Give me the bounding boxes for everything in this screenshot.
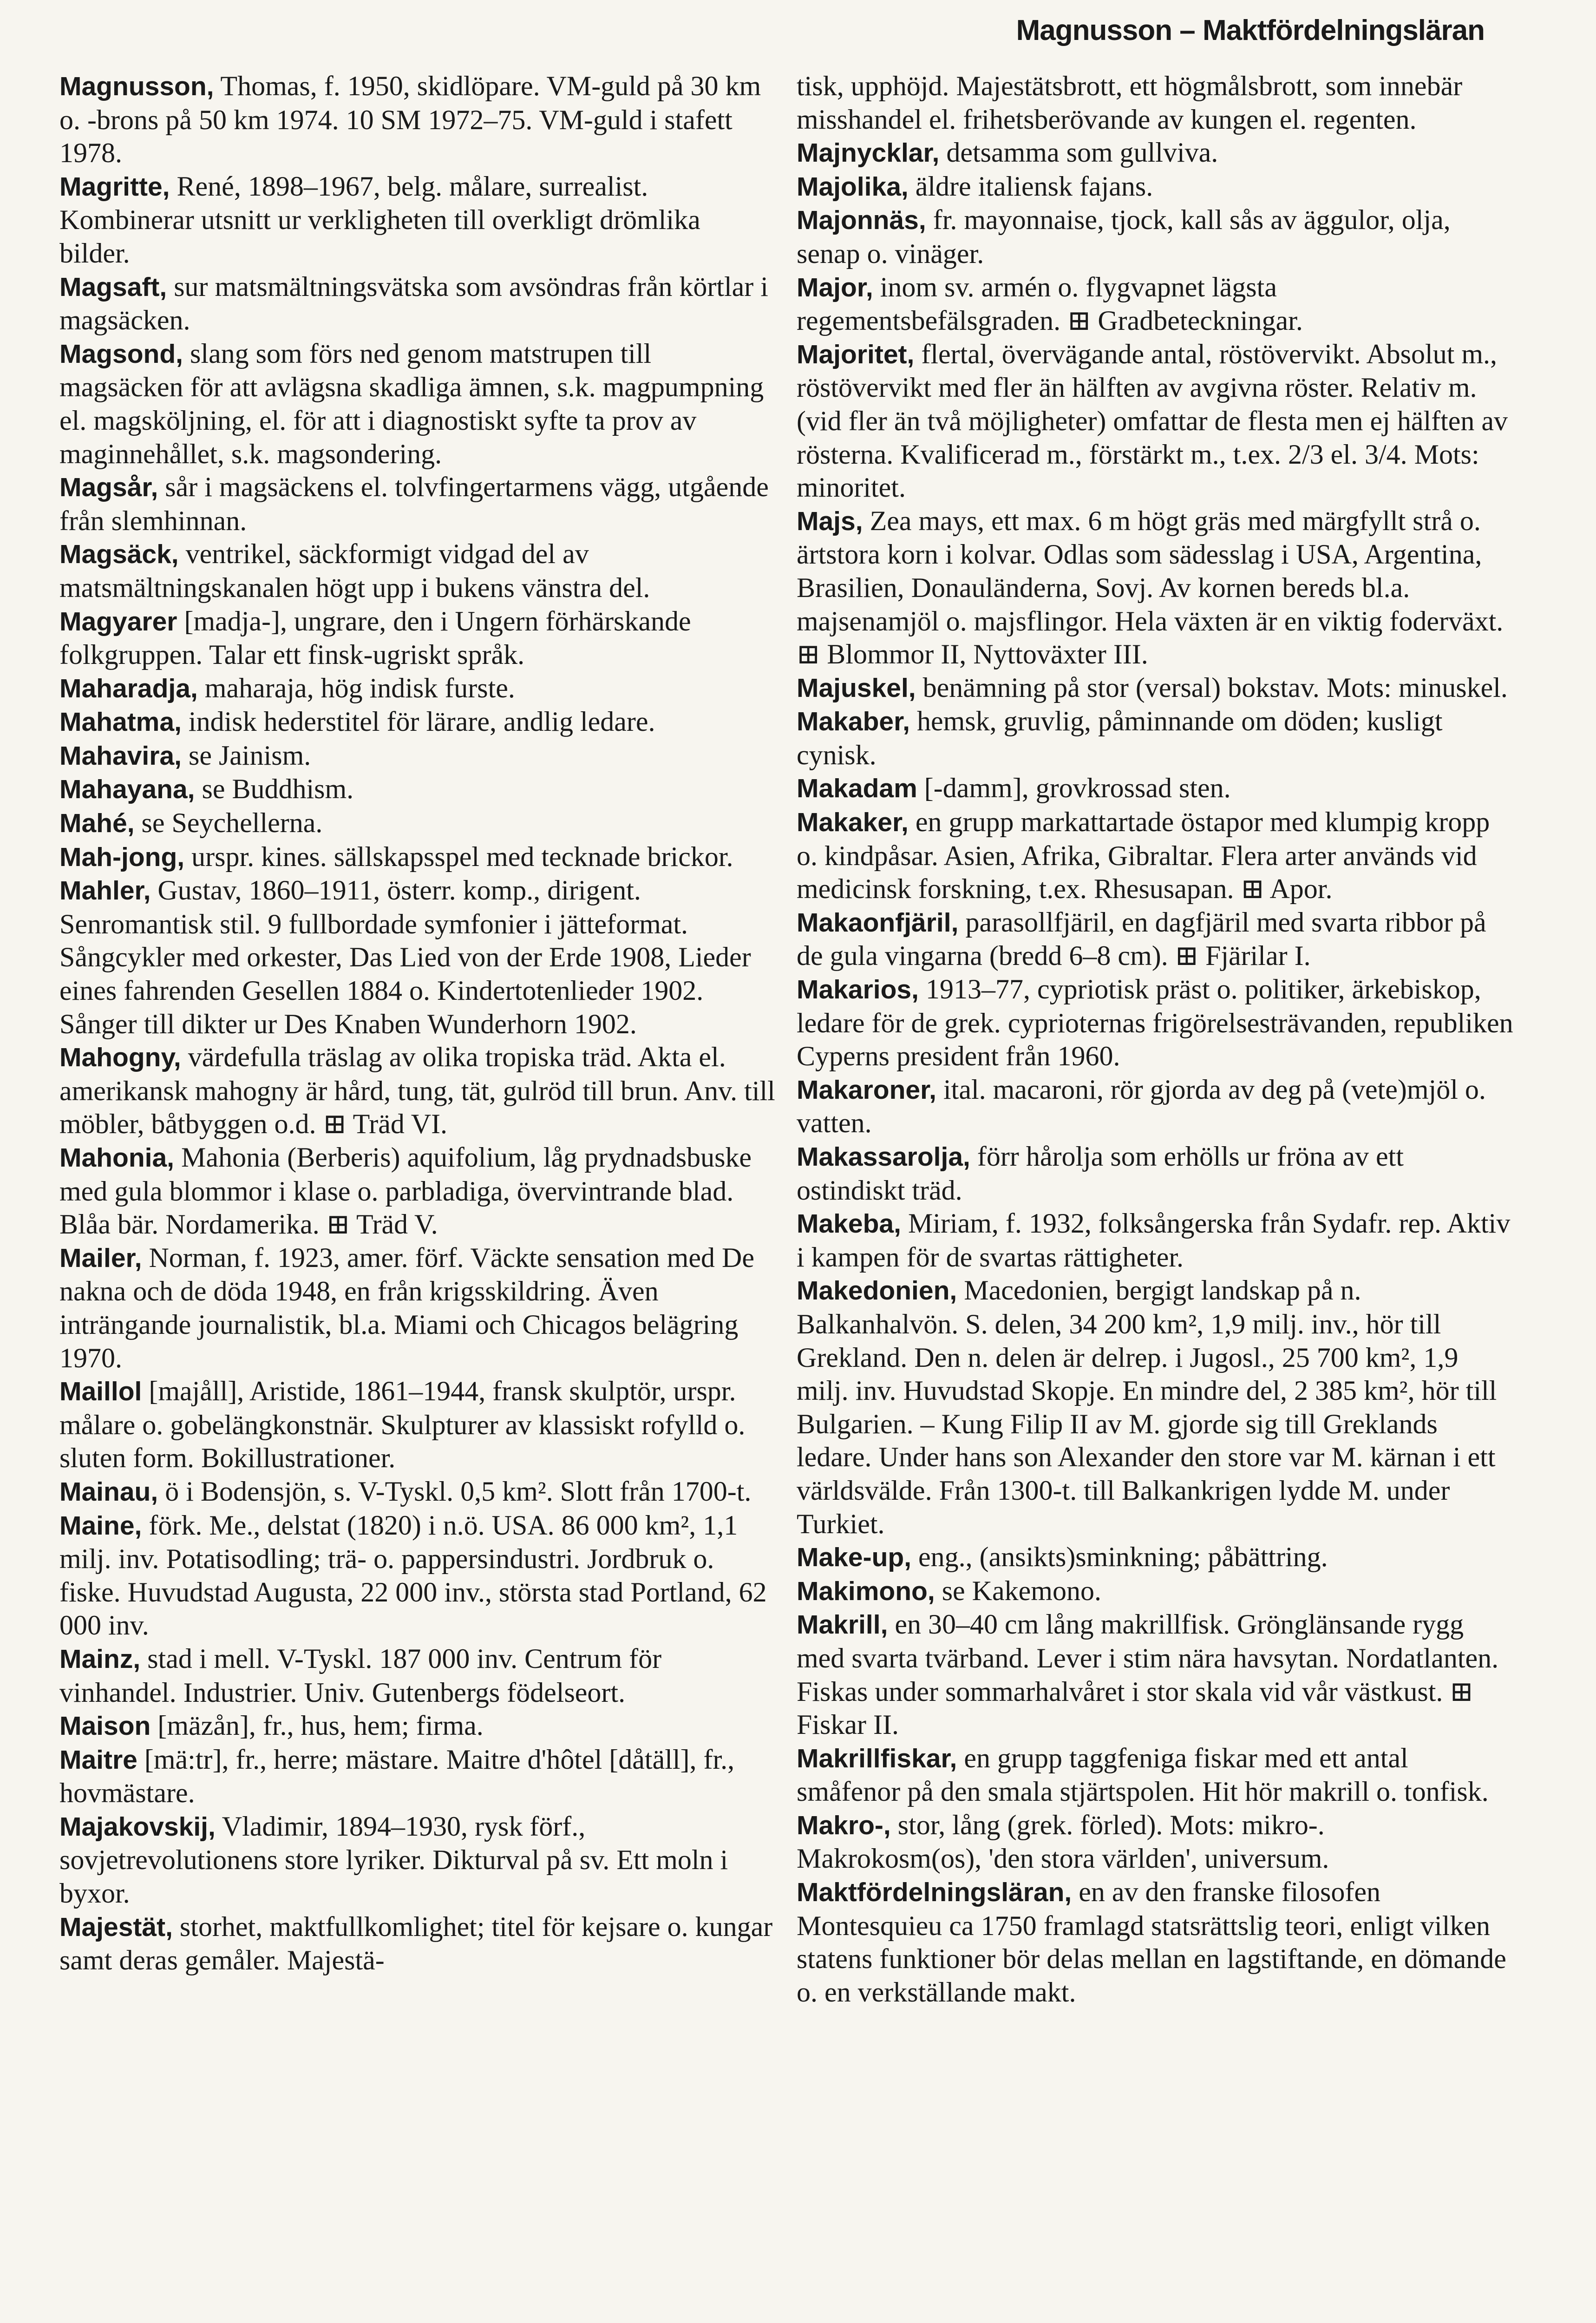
entry-definition: Norman, f. 1923, amer. förf. Väckte sensation med De nakna och de döda 1948, en från krigsskildring. Även inträngande journalistik, bl.a. Miami och Chicagos belägring 1970. <box>59 1242 754 1373</box>
entry <box>59 605 777 672</box>
entry-definition: maharaja, hög indisk furste. <box>197 672 515 703</box>
entry <box>59 1709 777 1743</box>
entry-definition: se Seychellerna. <box>134 807 323 839</box>
entry <box>797 1876 1514 2009</box>
entry-headword: Maharadja, <box>59 673 198 703</box>
entry-headword: Makarios, <box>797 975 919 1005</box>
entry-definition: benämning på stor (versal) bokstav. Mots: minuskel. <box>916 672 1508 703</box>
entry-definition: en grupp markattartade östapor med klumpig kropp o. kindpåsar. Asien, Afrika, Gibraltar. Flera arter används vid medicinsk forskning, t.ex. Rhesusapan. ⊞ Apor. <box>797 807 1490 905</box>
entry-headword: Major, <box>797 272 873 302</box>
entry-definition: fr. mayonnaise, tjock, kall sås av äggulor, olja, senap o. vinäger. <box>797 204 1451 269</box>
entry-headword: Mahayana, <box>59 774 195 805</box>
entry-definition: äldre italiensk fajans. <box>908 171 1153 202</box>
entry-headword: Mainau, <box>59 1476 158 1507</box>
entry-definition: stor, lång (grek. förled). Mots: mikro-. Makrokosm(os), 'den stora världen', universum. <box>797 1809 1329 1874</box>
entry-definition: förr hårolja som erhölls ur fröna av ett ostindiskt träd. <box>797 1141 1404 1206</box>
entry-definition: René, 1898–1967, belg. målare, surrealist. Kombinerar utsnitt ur verkligheten till overkligt drömlika bilder. <box>59 171 700 269</box>
entry-headword: Magyarer <box>59 606 177 637</box>
left-column <box>59 70 777 1977</box>
entry-definition: [mäzån], fr., hus, hem; firma. <box>150 1710 484 1741</box>
entry-headword: Magsaft, <box>59 272 167 302</box>
entry <box>59 672 777 706</box>
entry <box>797 203 1514 270</box>
entry <box>59 739 777 773</box>
entry <box>797 973 1514 1073</box>
entry-definition: urspr. kines. sällskapsspel med tecknade brickor. <box>184 841 733 872</box>
entry <box>59 270 777 337</box>
entry-definition: tisk, upphöjd. Majestätsbrott, ett högmålsbrott, som innebär misshandel el. frihetsberövande av kungen el. regenten. <box>797 71 1463 135</box>
entry <box>797 136 1514 170</box>
entry-definition: sår i magsäckens el. tolvfingertarmens vägg, utgående från slemhinnan. <box>59 472 769 536</box>
entry-definition: Gustav, 1860–1911, österr. komp., dirigent. Senromantisk stil. 9 fullbordade symfonier i jätteformat. Sångcykler med orkester, Das Lied von der Erde 1908, Lieder eines fahrenden Gesellen 1884 o. Kindertotenlieder 1902. Sånger till dikter ur Des Knaben Wunderhorn 1902. <box>59 875 751 1039</box>
entry-headword: Majuskel, <box>797 673 916 703</box>
entry-definition: stad i mell. V-Tyskl. 187 000 inv. Centrum för vinhandel. Industrier. Univ. Gutenbergs födelseort. <box>59 1643 662 1708</box>
entry-definition: se Jainism. <box>181 740 311 771</box>
entry <box>797 271 1514 338</box>
entry-headword: Majonnäs, <box>797 205 926 236</box>
entry <box>797 1809 1514 1876</box>
entry-headword: Mahatma, <box>59 707 182 737</box>
entry <box>59 840 777 874</box>
entry-definition: ventrikel, säckformigt vidgad del av matsmältningskanalen högt upp i bukens vänstra del. <box>59 538 650 603</box>
entry-definition: storhet, maktfullkomlighet; titel för kejsare o. kungar samt deras gemåler. Majestä- <box>59 1911 773 1976</box>
entry-headword: Magnusson, <box>59 72 214 101</box>
entry <box>59 1375 777 1475</box>
entry <box>797 1541 1514 1575</box>
entry <box>59 1910 777 1977</box>
entry <box>797 772 1514 806</box>
entry <box>59 70 777 170</box>
entry-headword: Makro-, <box>797 1810 891 1840</box>
entry <box>59 471 777 538</box>
entry-headword: Maison <box>59 1711 151 1741</box>
entry <box>59 1642 777 1709</box>
entry <box>797 806 1514 906</box>
entry <box>59 1141 777 1241</box>
entry <box>797 1575 1514 1608</box>
entry-definition: värdefulla träslag av olika tropiska träd. Akta el. amerikansk mahogny är hård, tung, tät, gulröd till brun. Anv. till möbler, båtbyggen o.d. ⊞ Träd VI. <box>59 1042 775 1140</box>
entry <box>797 1140 1514 1207</box>
entry-headword: Maine, <box>59 1510 142 1541</box>
entry-headword: Majolika, <box>797 171 909 202</box>
entry-headword: Majakovskij, <box>59 1811 216 1842</box>
entry-definition: Miriam, f. 1932, folksångerska från Sydafr. rep. Aktiv i kampen för de svartas rättigheter. <box>797 1208 1511 1273</box>
entry-headword: Makrill, <box>797 1610 888 1640</box>
entry <box>59 1241 777 1375</box>
entry <box>797 1073 1514 1140</box>
entry-headword: Makaonfjäril, <box>797 907 959 938</box>
entry-definition: en grupp taggfeniga fiskar med ett antal småfenor på den smala stjärtspolen. Hit hör makrill o. tonfisk. <box>797 1742 1489 1807</box>
entry <box>59 874 777 1041</box>
entry <box>59 1041 777 1141</box>
entry <box>797 70 1514 136</box>
entry-definition: sur matsmältningsvätska som avsöndras från körtlar i magsäcken. <box>59 271 768 336</box>
entry <box>797 1207 1514 1274</box>
entry-headword: Mahogny, <box>59 1043 181 1073</box>
entry-headword: Makassarolja, <box>797 1142 970 1172</box>
entry-definition: [madja-], ungrare, den i Ungern förhärskande folkgruppen. Talar ett finsk-ugriskt språk. <box>59 605 691 670</box>
entry-headword: Makimono, <box>797 1576 935 1606</box>
entry <box>797 505 1514 671</box>
entry-headword: Maktfördelningsläran, <box>797 1877 1072 1908</box>
entry-headword: Makrillfiskar, <box>797 1743 957 1773</box>
entry <box>59 1743 777 1810</box>
entry-definition: hemsk, gruvlig, påminnande om döden; kusligt cynisk. <box>797 706 1443 770</box>
entry-definition: ital. macaroni, rör gjorda av deg på (vete)mjöl o. vatten. <box>797 1074 1486 1139</box>
entry-headword: Mainz, <box>59 1644 141 1674</box>
entry <box>59 773 777 807</box>
entry-headword: Makedonien, <box>797 1276 957 1306</box>
entry-headword: Majestät, <box>59 1912 173 1942</box>
entry-definition: flertal, övervägande antal, röstövervikt. Absolut m., röstövervikt med fler än hälften av avgivna röster. Relativ m. (vid fler än två möjligheter) omfattar de flesta men ej hälften av rösterna. Kvalificerad m., förstärkt m., t.ex. 2/3 el. 3/4. Mots: minoritet. <box>797 338 1508 503</box>
entry-definition: inom sv. armén o. flygvapnet lägsta regementsbefälsgraden. ⊞ Gradbeteckningar. <box>797 271 1303 336</box>
entry-headword: Mahonia, <box>59 1143 175 1173</box>
entry-definition: indisk hederstitel för lärare, andlig ledare. <box>181 706 655 737</box>
entry <box>59 807 777 840</box>
entry-headword: Makaker, <box>797 807 909 838</box>
entry-definition: ö i Bodensjön, s. V-Tyskl. 0,5 km². Slott från 1700-t. <box>158 1476 752 1507</box>
entry-headword: Makaroner, <box>797 1075 936 1105</box>
entry-definition: se Buddhism. <box>195 774 354 805</box>
entry-definition: Vladimir, 1894–1930, rysk förf., sovjetrevolutionens store lyriker. Dikturval på sv. Ett moln i byxor. <box>59 1811 728 1909</box>
entry-headword: Majoritet, <box>797 339 915 369</box>
entry <box>797 906 1514 973</box>
entry-headword: Magritte, <box>59 171 170 202</box>
entry-headword: Magsår, <box>59 472 158 503</box>
entry-headword: Mailer, <box>59 1243 142 1273</box>
entry-headword: Makeba, <box>797 1209 901 1239</box>
entry-headword: Maitre <box>59 1745 137 1775</box>
entry-headword: Majs, <box>797 506 863 536</box>
entry <box>59 1810 777 1910</box>
entry <box>59 1509 777 1642</box>
entry <box>59 1475 777 1509</box>
entry-headword: Mahler, <box>59 876 151 906</box>
entry-headword: Makadam <box>797 774 917 804</box>
running-head: Magnusson – Maktfördelningsläran <box>1016 14 1485 46</box>
entry-headword: Mah-jong, <box>59 842 185 872</box>
entry <box>797 170 1514 204</box>
entry-definition: Zea mays, ett max. 6 m högt gräs med märgfyllt strå o. ärtstora korn i kolvar. Odlas som sädesslag i USA, Argentina, Brasilien, Donauländerna, Sovj. Av kornen bereds bl.a. majsenamjöl o. majsflingor. Hela växten är en viktig foderväxt. ⊞ Blommor II, Nyttoväxter III. <box>797 505 1504 670</box>
entry <box>797 338 1514 505</box>
entry-headword: Magsäck, <box>59 539 179 570</box>
entry-headword: Make-up, <box>797 1542 912 1573</box>
right-column <box>797 70 1514 2009</box>
entry <box>59 337 777 471</box>
entry-headword: Makaber, <box>797 707 910 737</box>
entry-definition: förk. Me., delstat (1820) i n.ö. USA. 86 000 km², 1,1 milj. inv. Potatisodling; trä- o. pappersindustri. Jordbruk o. fiske. Huvudstad Augusta, 22 000 inv., största stad Portland, 62 000 inv. <box>59 1509 767 1641</box>
entry-headword: Mahavira, <box>59 741 182 771</box>
entry-headword: Mahé, <box>59 808 135 839</box>
entry-definition: Macedonien, bergigt landskap på n. Balkanhalvön. S. delen, 34 200 km², 1,9 milj. inv., hör till Grekland. Den n. delen är delrep. i Jugosl., 25 700 km², 1,9 milj. inv. Huvudstad Skopje. En mindre del, 2 385 km², hör till Bulgarien. – Kung Filip II av M. gjorde sig till Greklands ledare. Under hans son Alexander den store var M. kärnan i ett världsvälde. Från 1300-t. till Balkankrigen lydde M. under Turkiet. <box>797 1275 1497 1539</box>
entry-definition: Thomas, f. 1950, skidlöpare. VM-guld på 30 km o. -brons på 50 km 1974. 10 SM 1972–75. VM-guld i stafett 1978. <box>59 71 761 169</box>
entry-definition: en 30–40 cm lång makrillfisk. Grönglänsande rygg med svarta tvärband. Lever i stim nära havsytan. Nordatlanten. Fiskas under sommarhalvåret i stor skala vid vår västkust. ⊞ Fiskar II. <box>797 1609 1499 1740</box>
entry <box>59 705 777 739</box>
entry-definition: [-damm], grovkrossad sten. <box>917 773 1231 804</box>
entry <box>797 1608 1514 1741</box>
entry-definition: [mä:tr], fr., herre; mästare. Maitre d'hôtel [dåtäll], fr., hovmästare. <box>59 1744 735 1809</box>
entry-headword: Maillol <box>59 1377 142 1407</box>
entry-definition: se Kakemono. <box>935 1575 1101 1606</box>
entry <box>797 1742 1514 1809</box>
entry <box>59 170 777 270</box>
entry-headword: Majnycklar, <box>797 138 940 168</box>
entry-definition: en av den franske filosofen Montesquieu ca 1750 framlagd statsrättslig teori, enligt vilken statens funktioner bör delas mellan en lagstiftande, en dömande o. en verkställande makt. <box>797 1877 1506 2008</box>
entry <box>797 671 1514 705</box>
entry-definition: [majåll], Aristide, 1861–1944, fransk skulptör, urspr. målare o. gobelängkonstnär. Skulpturer av klassiskt rofylld o. sluten form. Bokillustrationer. <box>59 1376 746 1474</box>
entry <box>797 705 1514 772</box>
entry-definition: Mahonia (Berberis) aquifolium, låg prydnadsbuske med gula blommor i klase o. parbladiga, övervintrande blad. Blåa bär. Nordamerika. ⊞ Träd V. <box>59 1142 752 1240</box>
entry <box>797 1274 1514 1541</box>
entry-definition: eng., (ansikts)sminkning; påbättring. <box>911 1542 1328 1573</box>
entry-definition: 1913–77, cypriotisk präst o. politiker, ärkebiskop, ledare för de grek. cyprioternas frigörelsesträvanden, republiken Cyperns president från 1960. <box>797 974 1513 1072</box>
entry <box>59 538 777 604</box>
entry-definition: detsamma som gullviva. <box>939 137 1218 168</box>
entry-definition: parasollfjäril, en dagfjäril med svarta ribbor på de gula vingarna (bredd 6–8 cm). ⊞ Fjärilar I. <box>797 906 1486 971</box>
entry-headword: Magsond, <box>59 339 183 369</box>
entry-definition: slang som förs ned genom matstrupen till magsäcken för att avlägsna skadliga ämnen, s.k. magpumpning el. magsköljning, el. för att i diagnostiskt syfte ta prov av maginnehållet, s.k. magsondering. <box>59 338 764 469</box>
